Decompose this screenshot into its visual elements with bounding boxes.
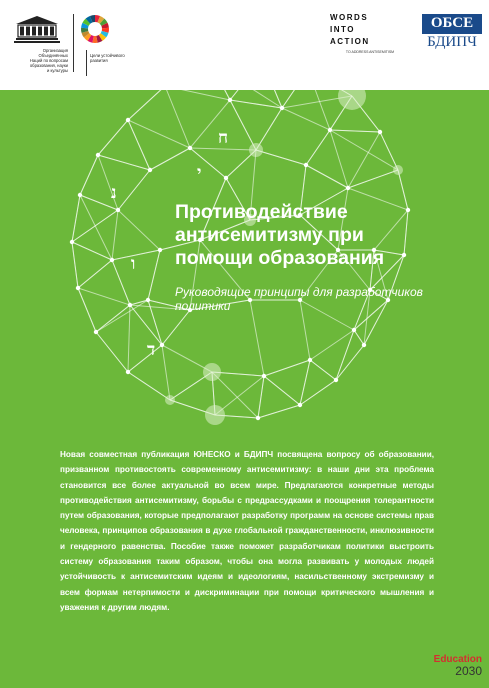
header-divider — [73, 14, 74, 72]
wia-line-3: ACTION — [330, 37, 370, 46]
unesco-caption: Организация Объединённых Наций по вопросам образования, науки и культуры — [29, 48, 68, 73]
education-2030-logo — [418, 655, 482, 677]
header-bar — [0, 0, 489, 90]
wia-line-2: INTO — [330, 25, 355, 34]
description-paragraph: Новая совместная публикация ЮНЕСКО и БДИПЧ посвящена вопросу об образовании, призванном противостоять современному антисемитизму: в наши дни эта проблема становится все более актуальной во всем мире. Предлагаются конкретные методы противодействия антисемитизму, борьбы с предрассудками и поощрения толерантности путем образования, которые предполагают разработку программ на основе системы прав человека, принципов образования в духе глобальной гражданственности, инклюзивности и гендерного равенства. Пособие также поможет разработчикам политики выстроить систему образования таким образом, чтобы она могла развивать у молодых людей устойчивость к антисемитским идеям и идеологиям, насильственному экстремизму и всем формам нетерпимости и дискриминации при помощи критического мышления и уважения к другим людям. — [60, 450, 434, 612]
year-label: 2030 — [455, 664, 482, 678]
words-into-action-logo — [330, 12, 410, 62]
osce-odihr-logo — [422, 14, 482, 51]
hebrew-letter-nun: נ — [111, 183, 117, 203]
hebrew-letter-yod: י — [197, 163, 202, 183]
odihr-label: БДИПЧ — [422, 33, 482, 51]
unesco-logo-icon — [14, 14, 60, 44]
sdg-wheel-icon — [80, 14, 110, 44]
page-title: Противодействие антисемитизму при помощи образования — [175, 201, 385, 269]
hebrew-letter-dalet: ד — [147, 340, 156, 360]
hebrew-letter-chet: ח — [218, 128, 229, 148]
education-label: Education — [433, 654, 482, 665]
osce-label: ОБСЕ — [422, 14, 482, 33]
sdg-divider — [86, 50, 87, 76]
hebrew-letter-vav: ו — [131, 254, 136, 274]
page-subtitle: Руководящие принципы для разработчиков политики — [175, 285, 423, 313]
wia-line-1: WORDS — [330, 13, 369, 22]
wia-tagline: TO ADDRESS ANTISEMITISM — [345, 50, 395, 54]
sdg-caption: Цели устойчивого развития — [90, 53, 125, 63]
